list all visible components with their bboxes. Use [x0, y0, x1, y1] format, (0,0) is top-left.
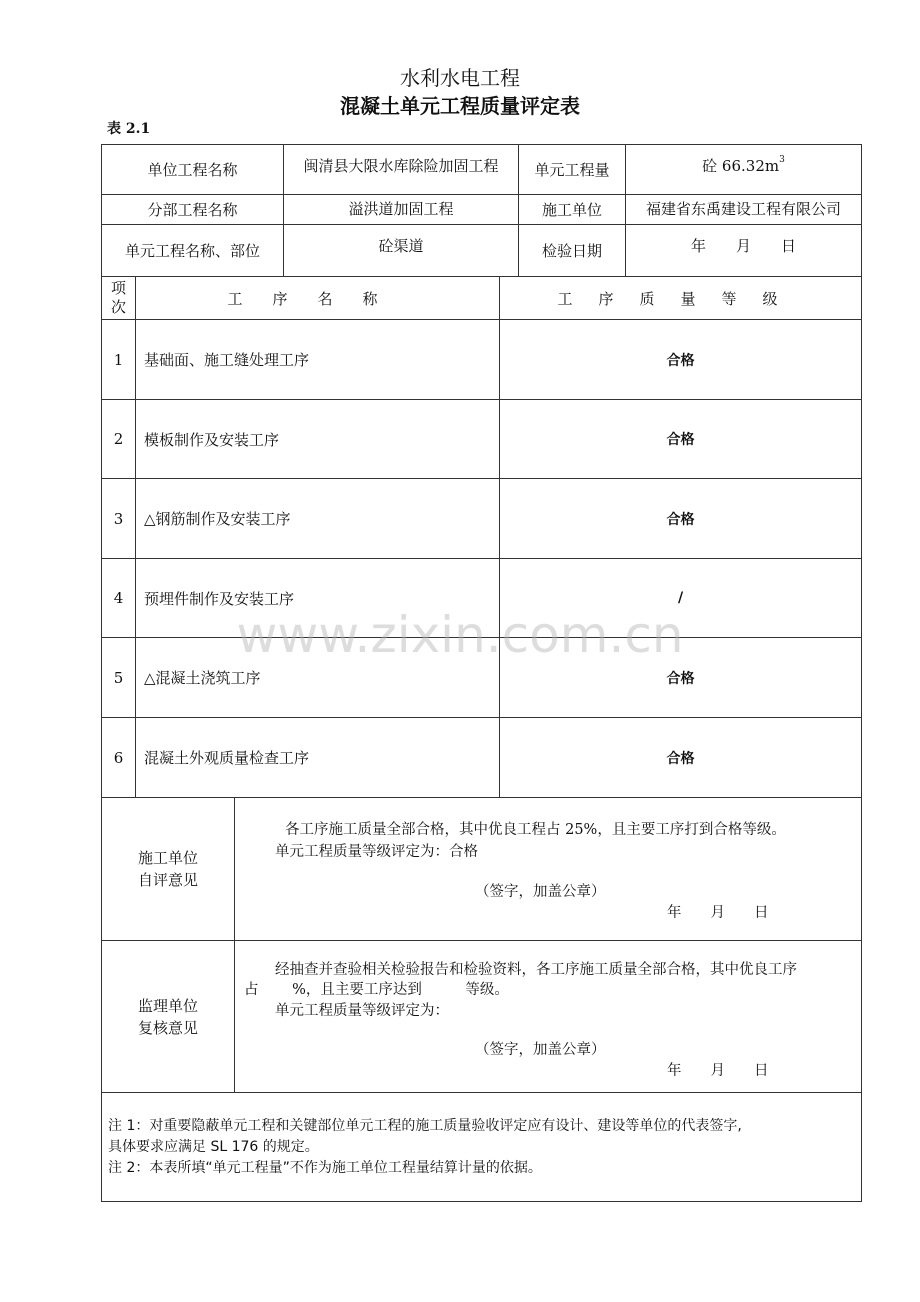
col-no-header: 项次 — [101, 276, 136, 320]
item-name: 预埋件制作及安装工序 — [135, 558, 500, 638]
item-name: 混凝土外观质量检查工序 — [135, 717, 500, 798]
item-grade: 合格 — [499, 717, 862, 798]
contractor-value: 福建省东禹建设工程有限公司 — [625, 194, 862, 225]
item-number: 4 — [101, 558, 136, 638]
self-eval-line1: 各工序施工质量全部合格，其中优良工程占 25%，且主要工序打到合格等级。 — [285, 822, 786, 838]
watermark: www.zixin.com.cn — [236, 606, 684, 664]
supervisor-label-line1: 监理单位 — [137, 996, 198, 1015]
self-eval-label — [101, 797, 235, 941]
item-grade: 合格 — [499, 478, 862, 559]
quantity-value — [625, 144, 862, 195]
item-number: 3 — [101, 478, 136, 559]
element-label: 单元工程名称、部位 — [101, 224, 284, 277]
item-number: 2 — [101, 399, 136, 479]
table-number: 表 2.1 — [107, 121, 151, 137]
quantity-unit-sup: 3 — [779, 155, 785, 165]
supervisor-label-line2: 复核意见 — [137, 1018, 198, 1037]
unit-project-label: 单位工程名称 — [101, 144, 284, 195]
item-name: 模板制作及安装工序 — [135, 399, 500, 479]
col-grade-header: 工序质量等级 — [499, 276, 862, 320]
element-value: 砼渠道 — [283, 224, 519, 277]
self-eval-date: 年 月 日 — [667, 905, 769, 921]
date-label: 检验日期 — [518, 224, 626, 277]
self-eval-sign: （签字，加盖公章） — [475, 884, 606, 900]
item-name: 基础面、施工缝处理工序 — [135, 319, 500, 400]
self-eval-label-line2: 自评意见 — [137, 871, 198, 889]
item-number: 6 — [101, 717, 136, 798]
supervisor-label — [101, 940, 235, 1093]
note-2: 注 2：本表所填“单元工程量”不作为施工单位工程量结算计量的依据。 — [108, 1160, 542, 1176]
item-grade: 合格 — [499, 637, 862, 718]
self-eval-line2: 单元工程质量等级评定为：合格 — [275, 844, 478, 860]
item-grade: / — [499, 558, 862, 638]
quantity-label: 单元工程量 — [518, 144, 626, 195]
supervisor-line2: 占 %，且主要工序达到 等级。 — [244, 982, 509, 998]
division-label: 分部工程名称 — [101, 194, 284, 225]
quantity-text: 砼 66.32m — [702, 157, 780, 175]
document-subtitle: 水利水电工程 — [400, 66, 520, 90]
item-grade: 合格 — [499, 399, 862, 479]
supervisor-content — [234, 940, 862, 1093]
supervisor-sign: （签字，加盖公章） — [475, 1042, 606, 1058]
notes-box — [101, 1092, 862, 1202]
item-number: 5 — [101, 637, 136, 718]
item-name: △钢筋制作及安装工序 — [135, 478, 500, 559]
item-number: 1 — [101, 319, 136, 400]
date-value: 年 月 日 — [625, 224, 862, 277]
supervisor-line1: 经抽查并查验相关检验报告和检验资料，各工序施工质量全部合格，其中优良工序 — [275, 962, 797, 978]
self-eval-content — [234, 797, 862, 941]
contractor-label: 施工单位 — [518, 194, 626, 225]
supervisor-line3: 单元工程质量等级评定为： — [275, 1003, 449, 1019]
note-1-line2: 具体要求应满足 SL 176 的规定。 — [108, 1139, 319, 1155]
note-1-line1: 注 1：对重要隐蔽单元工程和关键部位单元工程的施工质量验收评定应有设计、建设等单位的代表签字, — [108, 1118, 742, 1134]
col-name-header: 工序名称 — [135, 276, 500, 320]
document-title: 混凝土单元工程质量评定表 — [340, 94, 580, 118]
division-value: 溢洪道加固工程 — [283, 194, 519, 225]
self-eval-label-line1: 施工单位 — [137, 849, 198, 867]
unit-project-value: 闽清县大限水库除险加固工程 — [283, 144, 519, 195]
supervisor-date: 年 月 日 — [667, 1063, 769, 1079]
item-grade: 合格 — [499, 319, 862, 400]
item-name: △混凝土浇筑工序 — [135, 637, 500, 718]
